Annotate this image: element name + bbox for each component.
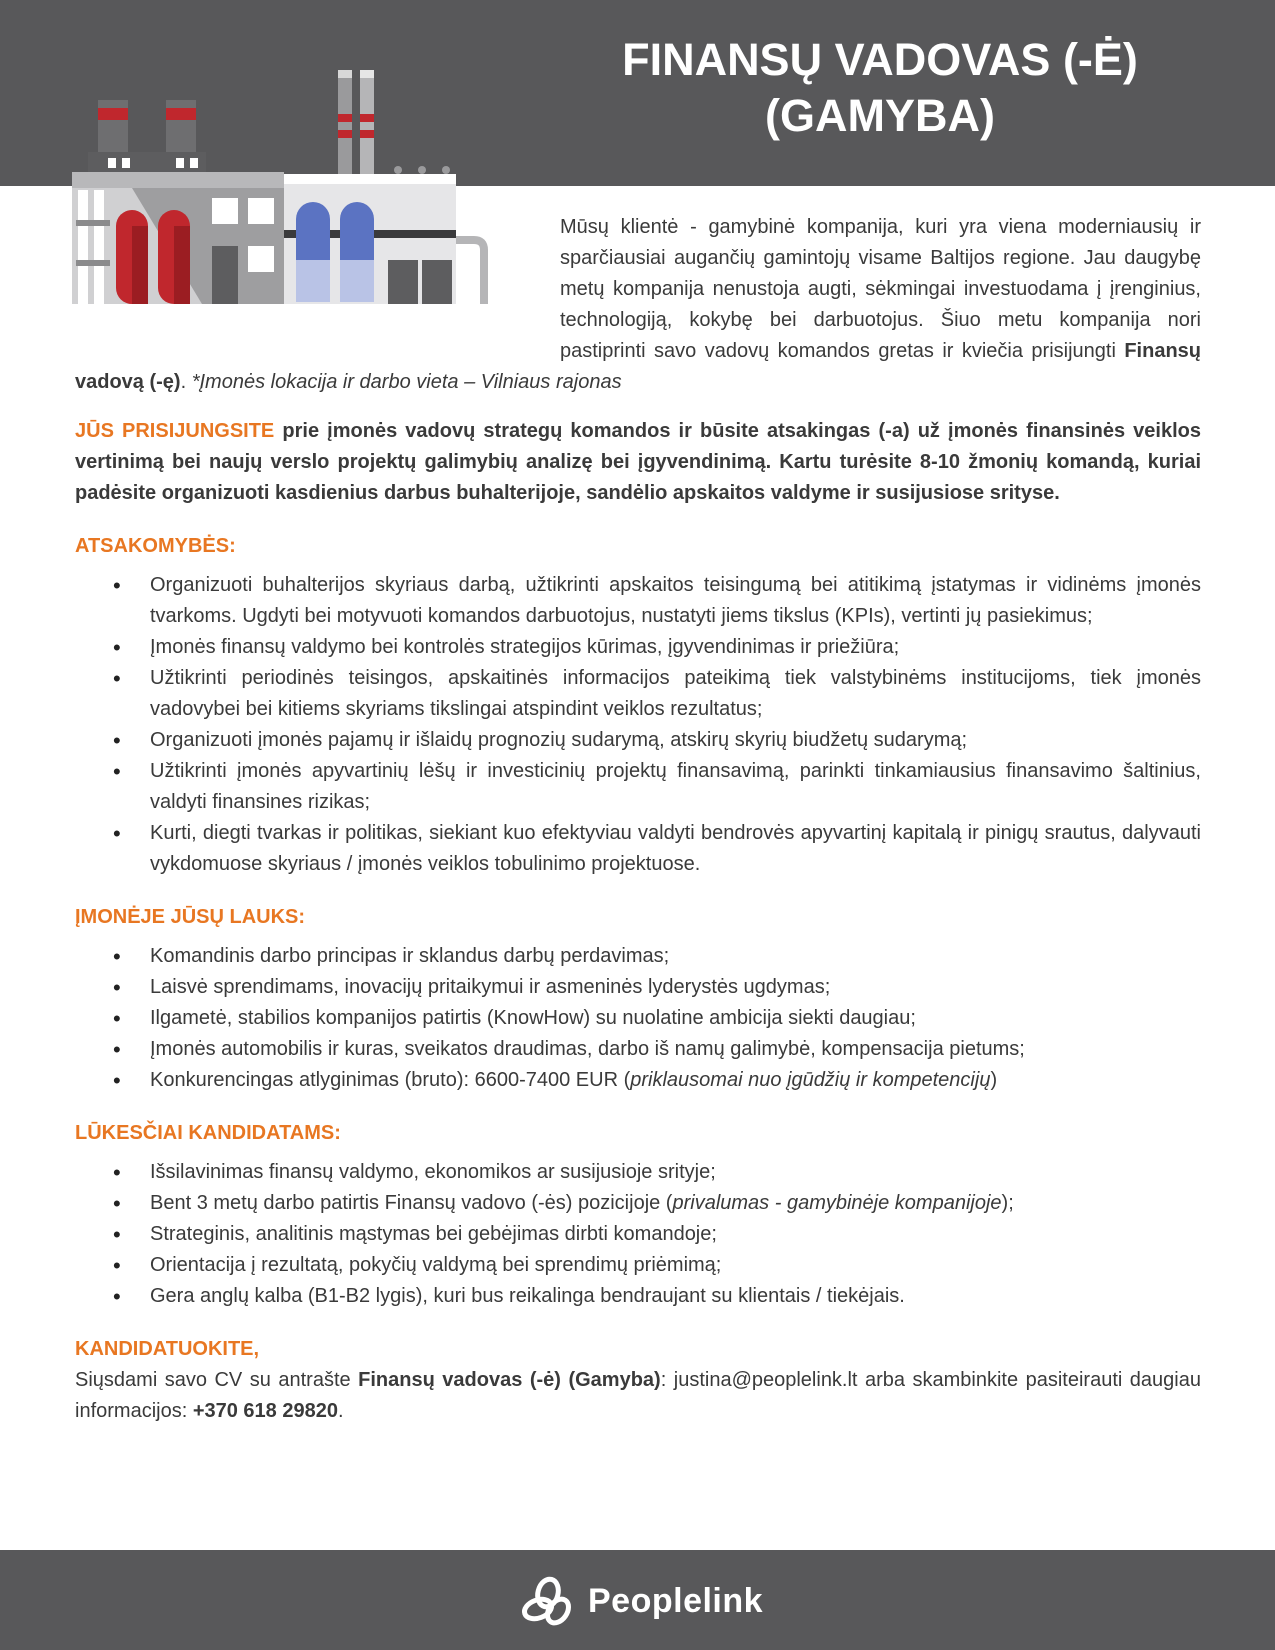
- list-item: • Laisvė sprendimams, inovacijų pritaikymui ir asmeninės lyderystės ugdymas;: [75, 972, 1201, 1003]
- salary-note: priklausomai nuo įgūdžių ir kompetencijų: [630, 1069, 991, 1091]
- join-paragraph: [75, 416, 1201, 509]
- apply-heading: KANDIDATUOKITE,: [75, 1338, 260, 1360]
- logo-text: Peoplelink: [588, 1581, 764, 1620]
- location-note: *Įmonės lokacija ir darbo vieta – Vilniaus rajonas: [191, 371, 622, 393]
- join-lead: JŪS PRISIJUNGSITE: [75, 420, 275, 442]
- experience-item: [75, 1188, 1201, 1219]
- illustration-spacer: [75, 212, 560, 340]
- list-item: • Gera anglų kalba (B1-B2 lygis), kuri bus reikalinga bendraujant su klientais / tiekėjais.: [75, 1281, 1201, 1312]
- peoplelink-logo-icon: [520, 1573, 576, 1629]
- offer-list: [75, 941, 1201, 1096]
- list-item: • Orientacija į rezultatą, pokyčių valdymą bei sprendimų priėmimą;: [75, 1250, 1201, 1281]
- list-item: • Išsilavinimas finansų valdymo, ekonomikos ar susijusioje srityje;: [75, 1157, 1201, 1188]
- job-title: [560, 32, 1200, 144]
- peoplelink-logo[interactable]: [520, 1573, 763, 1629]
- apply-text2: : justina@peoplelink.lt arba skambinkite pasiteirauti daugiau informacijos:: [75, 1369, 1201, 1422]
- apply-subject: Finansų vadovas (-ė) (Gamyba): [358, 1369, 661, 1391]
- apply-paragraph: [75, 1365, 1201, 1427]
- experience-close: );: [1001, 1192, 1014, 1214]
- intro-role: Finansų vadovą (-ę): [75, 340, 1201, 393]
- offer-heading: ĮMONĖJE JŪSŲ LAUKS:: [75, 906, 306, 928]
- intro-paragraph: [75, 212, 1201, 398]
- experience-text: Bent 3 metų darbo patirtis Finansų vadovo (-ės) pozicijoje (: [150, 1192, 673, 1214]
- salary-item: [75, 1065, 1201, 1096]
- list-item: • Ilgametė, stabilios kompanijos patirtis (KnowHow) su nuolatine ambicija siekti daugiau;: [75, 1003, 1201, 1034]
- list-item: • Komandinis darbo principas ir sklandus darbų perdavimas;: [75, 941, 1201, 972]
- intro-text: Mūsų klientė - gamybinė kompanija, kuri yra viena moderniausių ir sparčiausiai augančių gamintojų visame Baltijos regione. Jau daugybę metų kompanija nenustoja augti, sėkmingai investuodama į įrenginius, technologiją, kokybę bei darbuotojus. Šiuo metu kompanija nori pastiprinti savo vadovų komandos gretas ir kviečia prisijungti: [560, 216, 1201, 362]
- salary-text: Konkurencingas atlyginimas (bruto): 6600-7400 EUR (: [150, 1069, 631, 1091]
- apply-phone[interactable]: +370 618 29820: [192, 1400, 338, 1422]
- join-text: prie įmonės vadovų strategų komandos ir būsite atsakingas (-a) už įmonės finansinės veiklos vertinimą bei naujų verslo projektų galimybių analizę bei įgyvendinimą. Kartu turėsite 8-10 žmonių komandą, kuriai padėsite organizuoti kasdienius darbus buhalterijoje, sandėlio apskaitos valdyme ir susijusiose srityse.: [75, 420, 1202, 504]
- job-title-line1: FINANSŲ VADOVAS (-Ė): [622, 34, 1138, 85]
- experience-note: privalumas - gamybinėje kompanijoje: [672, 1192, 1002, 1214]
- job-description: [75, 212, 1201, 1427]
- list-item: • Organizuoti įmonės pajamų ir išlaidų prognozių sudarymą, atskirų skyrių biudžetų sudarymą;: [75, 725, 1201, 756]
- apply-end: .: [337, 1400, 344, 1422]
- list-item: • Įmonės finansų valdymo bei kontrolės strategijos kūrimas, įgyvendinimas ir priežiūra;: [75, 632, 1201, 663]
- responsibilities-list: [75, 570, 1201, 880]
- list-item: • Kurti, diegti tvarkas ir politikas, siekiant kuo efektyviau valdyti bendrovės apyvartinį kapitalą ir pinigų srautus, dalyvauti vykdomuose skyriaus / įmonės veiklos tobulinimo projektuose.: [75, 818, 1201, 880]
- responsibilities-heading: ATSAKOMYBĖS:: [75, 535, 236, 557]
- list-item: • Strateginis, analitinis mąstymas bei gebėjimas dirbti komandoje;: [75, 1219, 1201, 1250]
- list-item: • Užtikrinti periodinės teisingos, apskaitinės informacijos pateikimą tiek valstybinėms institucijoms, tiek įmonės vadovybei bei kitiems skyriams tikslingai atspindint veiklos rezultatus;: [75, 663, 1201, 725]
- list-item: • Įmonės automobilis ir kuras, sveikatos draudimas, darbo iš namų galimybė, kompensacija pietums;: [75, 1034, 1201, 1065]
- expectations-heading: LŪKESČIAI KANDIDATAMS:: [75, 1122, 341, 1144]
- list-item: • Organizuoti buhalterijos skyriaus darbą, užtikrinti apskaitos teisingumą bei atitikimą įstatymas ir vidinėms įmonės tvarkoms. Ugdyti bei motyvuoti komandos darbuotojus, nustatyti jiems tikslus (KPIs), vertinti jų pasiekimus;: [75, 570, 1201, 632]
- apply-text1: Siųsdami savo CV su antrašte: [75, 1369, 359, 1391]
- list-item: • Užtikrinti įmonės apyvartinių lėšų ir investicinių projektų finansavimą, parinkti tinkamiausius finansavimo šaltinius, valdyti finansines rizikas;: [75, 756, 1201, 818]
- intro-period: .: [180, 371, 192, 393]
- job-title-line2: (GAMYBA): [765, 90, 995, 141]
- salary-close: ): [990, 1069, 998, 1091]
- expectations-list: [75, 1157, 1201, 1312]
